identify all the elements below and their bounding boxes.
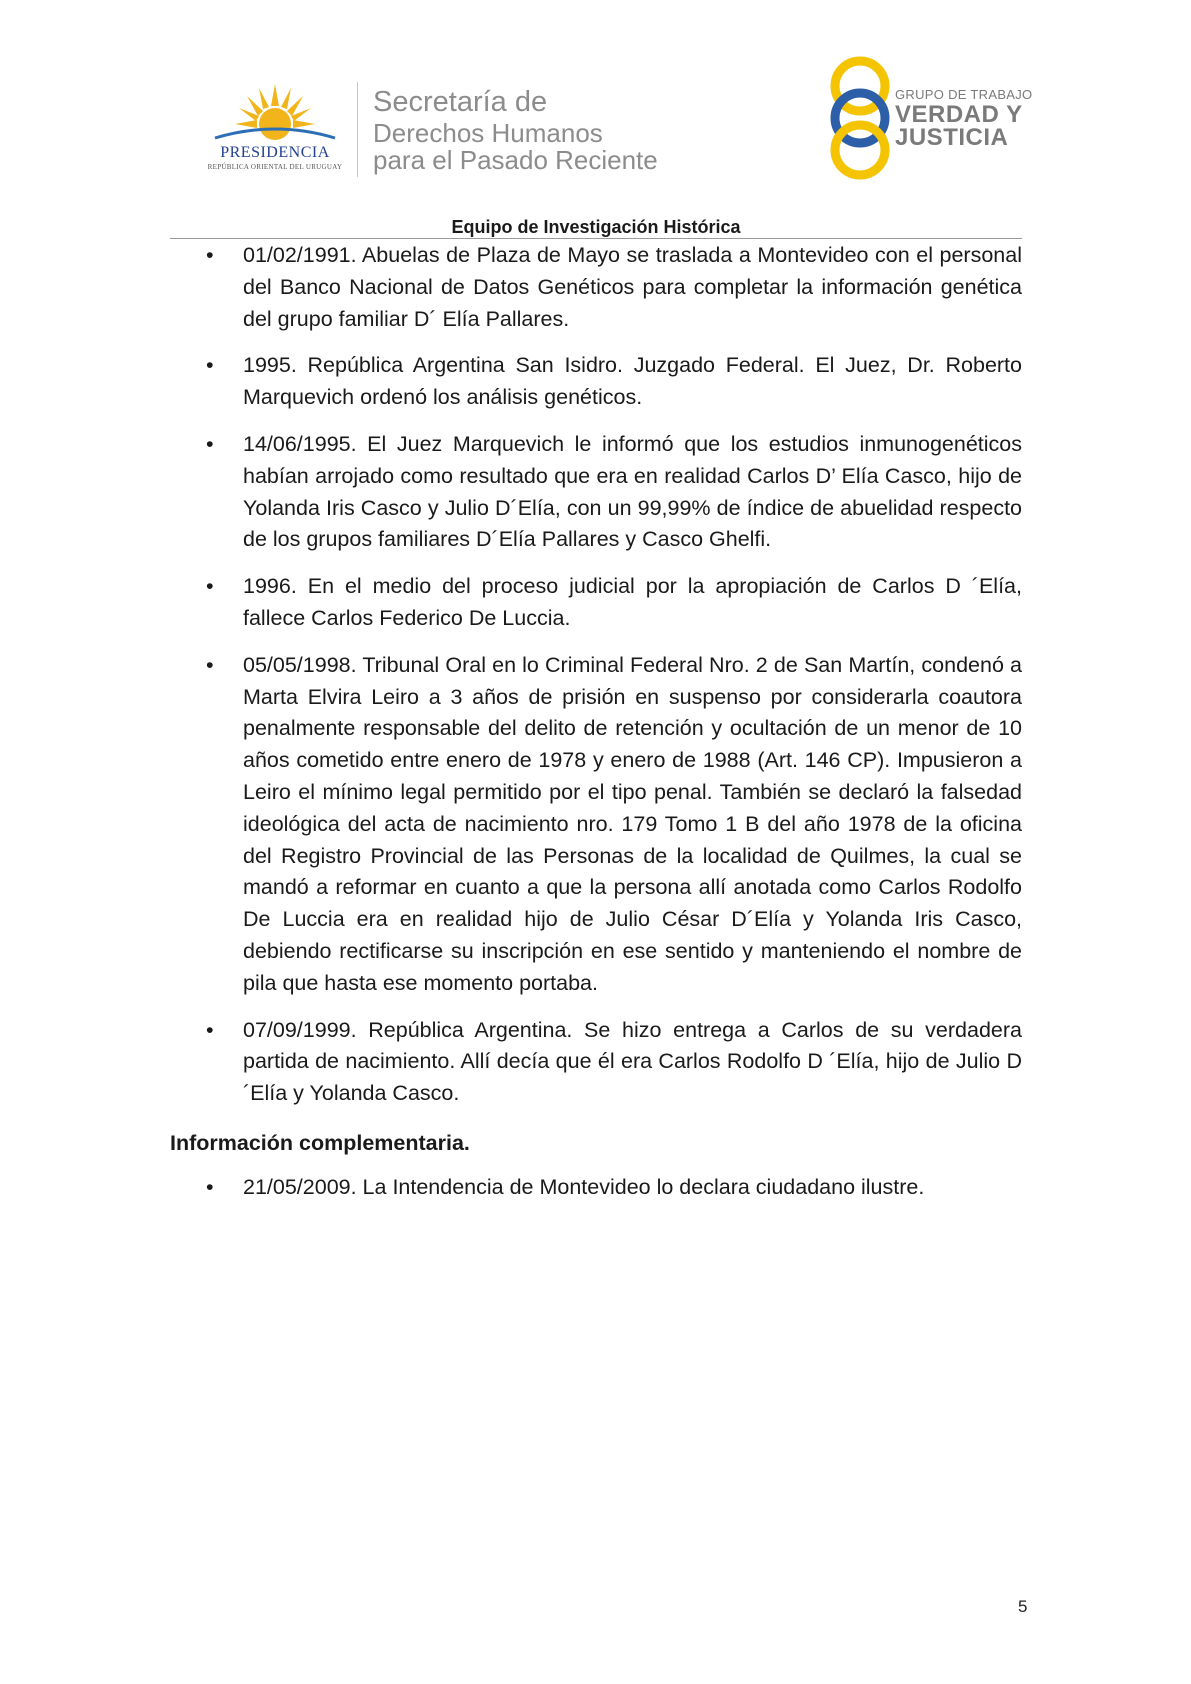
list-item-text: 14/06/1995. El Juez Marquevich le informó que los estudios inmunogenéticos habían arrojado como resultado que era en realidad Carlos D’ Elía Casco, hijo de Yolanda Iris Casco y Julio D´Elía, con un 99,99% de índice de abuelidad respecto de los grupos familiares D´Elía Pallares y Casco Ghelfi. — [243, 431, 1022, 552]
section-heading-complementary: Información complementaria. — [170, 1130, 470, 1155]
secretaria-line-3: para el Pasado Reciente — [373, 145, 658, 175]
bullet-icon: • — [206, 1174, 214, 1199]
verdad-justicia-rings-logo — [822, 56, 898, 182]
page-number: 5 — [1018, 1597, 1028, 1616]
bullet-icon: • — [206, 652, 214, 677]
bullet-icon: • — [206, 243, 214, 267]
bullet-icon: • — [206, 431, 214, 456]
letterhead-divider — [357, 82, 358, 177]
document-body — [170, 240, 1022, 1219]
presidencia-name: PRESIDENCIA — [220, 144, 330, 161]
list-item-text: 01/02/1991. Abuelas de Plaza de Mayo se traslada a Montevideo con el personal del Banco Nacional de Datos Genéticos para completar la información genética del grupo familiar D´ Elía Pallares. — [243, 243, 1022, 331]
vyj-verdad-label: VERDAD Y — [895, 101, 1023, 128]
chronology-list — [170, 240, 1022, 1110]
list-item — [170, 1172, 1022, 1204]
vyj-justicia-label: JUSTICIA — [895, 124, 1009, 151]
list-item — [170, 240, 1022, 335]
list-item — [170, 350, 1022, 414]
list-item-text: 05/05/1998. Tribunal Oral en lo Criminal Federal Nro. 2 de San Martín, condenó a Marta Elvira Leiro a 3 años de prisión en suspenso por considerarla coautora penalmente responsable del delito de retención y ocultación de un menor de 10 años cometido entre enero de 1978 y enero de 1988 (Art. 146 CP). Impusieron a Leiro el mínimo legal permitido por el tipo penal. También se declaró la falsedad ideológica del acta de nacimiento nro. 179 Tomo 1 B del año 1978 de la oficina del Registro Provincial de las Personas de la localidad de Quilmes, la cual se mandó a reformar en cuanto a que la persona allí anotada como Carlos Rodolfo De Luccia era en realidad hijo de Julio César D´Elía y Yolanda Iris Casco, debiendo rectificarse su inscripción en ese sentido y manteniendo el nombre de pila que hasta ese momento portaba. — [243, 652, 1022, 995]
bullet-icon: • — [206, 574, 214, 599]
header-rule — [170, 238, 1022, 239]
list-item-text: 07/09/1999. República Argentina. Se hizo entrega a Carlos de su verdadera partida de nacimiento. Allí decía que él era Carlos Rodolfo D ´Elía, hijo de Julio D´Elía y Yolanda Casco. — [243, 1017, 1022, 1106]
document-header-title: Equipo de Investigación Histórica — [451, 217, 741, 237]
secretaria-line-2: Derechos Humanos — [373, 118, 603, 148]
list-item — [170, 571, 1022, 635]
list-item — [170, 650, 1022, 1000]
bullet-icon: • — [206, 1017, 214, 1042]
complementary-list — [170, 1172, 1022, 1204]
presidencia-subtitle: REPÚBLICA ORIENTAL DEL URUGUAY — [207, 163, 343, 171]
list-item — [170, 429, 1022, 556]
list-item-text: 1995. República Argentina San Isidro. Juzgado Federal. El Juez, Dr. Roberto Marquevich ordenó los análisis genéticos. — [243, 353, 1022, 410]
list-item-text: 21/05/2009. La Intendencia de Montevideo lo declara ciudadano ilustre. — [243, 1174, 925, 1199]
secretaria-line-1: Secretaría de — [373, 86, 548, 118]
vyj-group-label: GRUPO DE TRABAJO — [895, 87, 1033, 102]
bullet-icon: • — [206, 353, 214, 378]
list-item — [170, 1015, 1022, 1110]
list-item-text: 1996. En el medio del proceso judicial por la apropiación de Carlos D ´Elía, fallece Carlos Federico De Luccia. — [243, 574, 1022, 630]
